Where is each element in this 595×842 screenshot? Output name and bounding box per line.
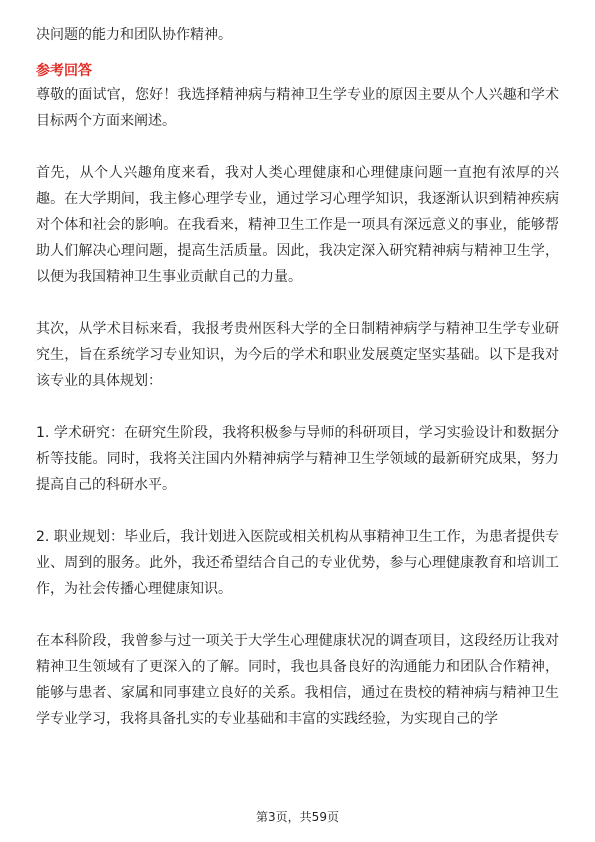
paragraph-gap xyxy=(36,602,559,628)
paragraph-career-plan: 2. 职业规划：毕业后，我计划进入医院或相关机构从事精神卫生工作，为患者提供专业、周到的服务。此外，我还希望结合自己的专业优势，参与心理健康教育和培训工作，为社会传播心理健康知识。 xyxy=(36,529,559,597)
paragraph-experience: 在本科阶段，我曾参与过一项关于大学生心理健康状况的调查项目，这段经历让我对精神卫生领域有了更深入的了解。同时，我也具备良好的沟通能力和团队合作精神，能够与患者、家属和同事建立良好的关系。我相信，通过在贵校的精神病与精神卫生学专业学习，我将具备扎实的专业基础和丰富的实践经验，为实现自己的学 xyxy=(36,633,559,727)
paragraph-gap xyxy=(36,394,559,420)
paragraph-gap xyxy=(36,290,559,316)
page-number-footer: 第3页，共59页 xyxy=(256,810,339,824)
paragraph-greeting: 尊敬的面试官，您好！我选择精神病与精神卫生学专业的原因主要从个人兴趣和学术目标两个方面来阐述。 xyxy=(36,87,559,129)
paragraph-personal-interest: 首先，从个人兴趣角度来看，我对人类心理健康和心理健康问题一直抱有浓厚的兴趣。在大学期间，我主修心理学专业，通过学习心理学知识，我逐渐认识到精神疾病对个体和社会的影响。在我看来，精神卫生工作是一项具有深远意义的事业，能够帮助人们解决心理问题，提高生活质量。因此，我决定深入研究精神病与精神卫生学，以便为我国精神卫生事业贡献自己的力量。 xyxy=(36,165,559,285)
paragraph-research-plan: 1. 学术研究：在研究生阶段，我将积极参与导师的科研项目，学习实验设计和数据分析等技能。同时，我将关注国内外精神病学与精神卫生学领域的最新研究成果，努力提高自己的科研水平。 xyxy=(36,425,559,493)
paragraph-academic-goal: 其次，从学术目标来看，我报考贵州医科大学的全日制精神病学与精神卫生学专业研究生，旨在系统学习专业知识，为今后的学术和职业发展奠定坚实基础。以下是我对该专业的具体规划： xyxy=(36,321,559,389)
intro-line: 决问题的能力和团队协作精神。 xyxy=(36,27,232,43)
paragraph-gap xyxy=(36,134,559,160)
paragraph-gap xyxy=(36,498,559,524)
reference-answer-heading: 参考回答 xyxy=(36,63,92,79)
